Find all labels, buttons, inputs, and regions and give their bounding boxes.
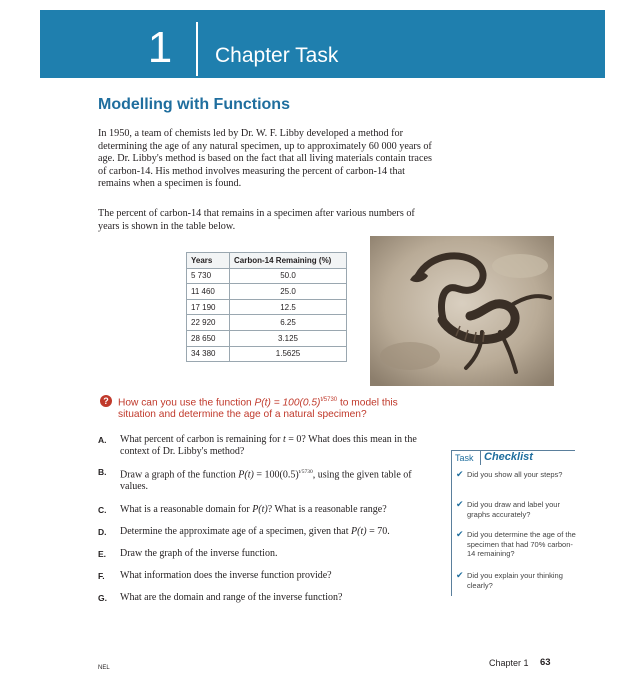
section-title: Modelling with Functions [98,96,290,113]
checkmark-icon: ✔ [456,529,464,539]
carbon-cell: 25.0 [230,284,347,300]
chapter-number: 1 [147,23,173,72]
banner-divider [196,22,198,76]
table-header-carbon: Carbon-14 Remaining (%) [230,253,347,269]
fossil-photo [370,236,554,386]
table-row [187,284,347,300]
carbon-cell: 6.25 [230,315,347,331]
chapter-title: Chapter Task [215,44,339,67]
years-cell: 11 460 [187,284,230,300]
years-cell: 34 380 [187,346,230,362]
table-row [187,299,347,315]
task-checklist: Task Checklist ✔ Did you show all your steps? ✔ Did you draw and label your graphs accurately? ✔ Did you determine the age of the specimen that had 70% carbon-14 remaining? ✔ Did you explain your thinking clearly? [451,450,575,596]
carbon-cell: 12.5 [230,299,347,315]
intro-paragraph-1: In 1950, a team of chemists led by Dr. W. F. Libby developed a method for determining the age of any natural specimen, up to approximately 60 000 years of age. Dr. Libby's method is based on the fact that all living materials contain traces of carbon-14. His method involves measuring the percent of carbon-14 that remains when a specimen is found. [98,128,432,190]
page-number: 63 [540,657,551,668]
checklist-divider [480,451,481,465]
checkmark-icon: ✔ [456,469,464,479]
checkmark-icon: ✔ [456,499,464,509]
table-row [187,346,347,362]
table-header-years: Years [187,253,230,269]
checkmark-icon: ✔ [456,570,464,580]
carbon-cell: 50.0 [230,268,347,284]
years-cell: 28 650 [187,330,230,346]
carbon-cell: 3.125 [230,330,347,346]
table-row [187,315,347,331]
checklist-title: Checklist [484,451,533,463]
checklist-left-rule [451,450,452,596]
carbon-table [186,252,347,362]
table-row [187,268,347,284]
carbon-cell: 1.5625 [230,346,347,362]
table-header-row [187,253,347,269]
checklist-task-label: Task [455,453,474,463]
guiding-question: How can you use the function $P(t) = 100(0.5)^{t/5730}$ to model this situation and determine the age of a natural specimen? [118,397,398,421]
years-cell: 22 920 [187,315,230,331]
years-cell: 5 730 [187,268,230,284]
intro-paragraph-2: The percent of carbon-14 that remains in a specimen after various numbers of years is shown in the table below. [98,208,415,232]
footer-publisher: NEL [98,665,110,671]
table-row [187,330,347,346]
footer-chapter: Chapter 1 [489,658,529,668]
question-icon: ? [100,395,112,407]
years-cell: 17 190 [187,299,230,315]
